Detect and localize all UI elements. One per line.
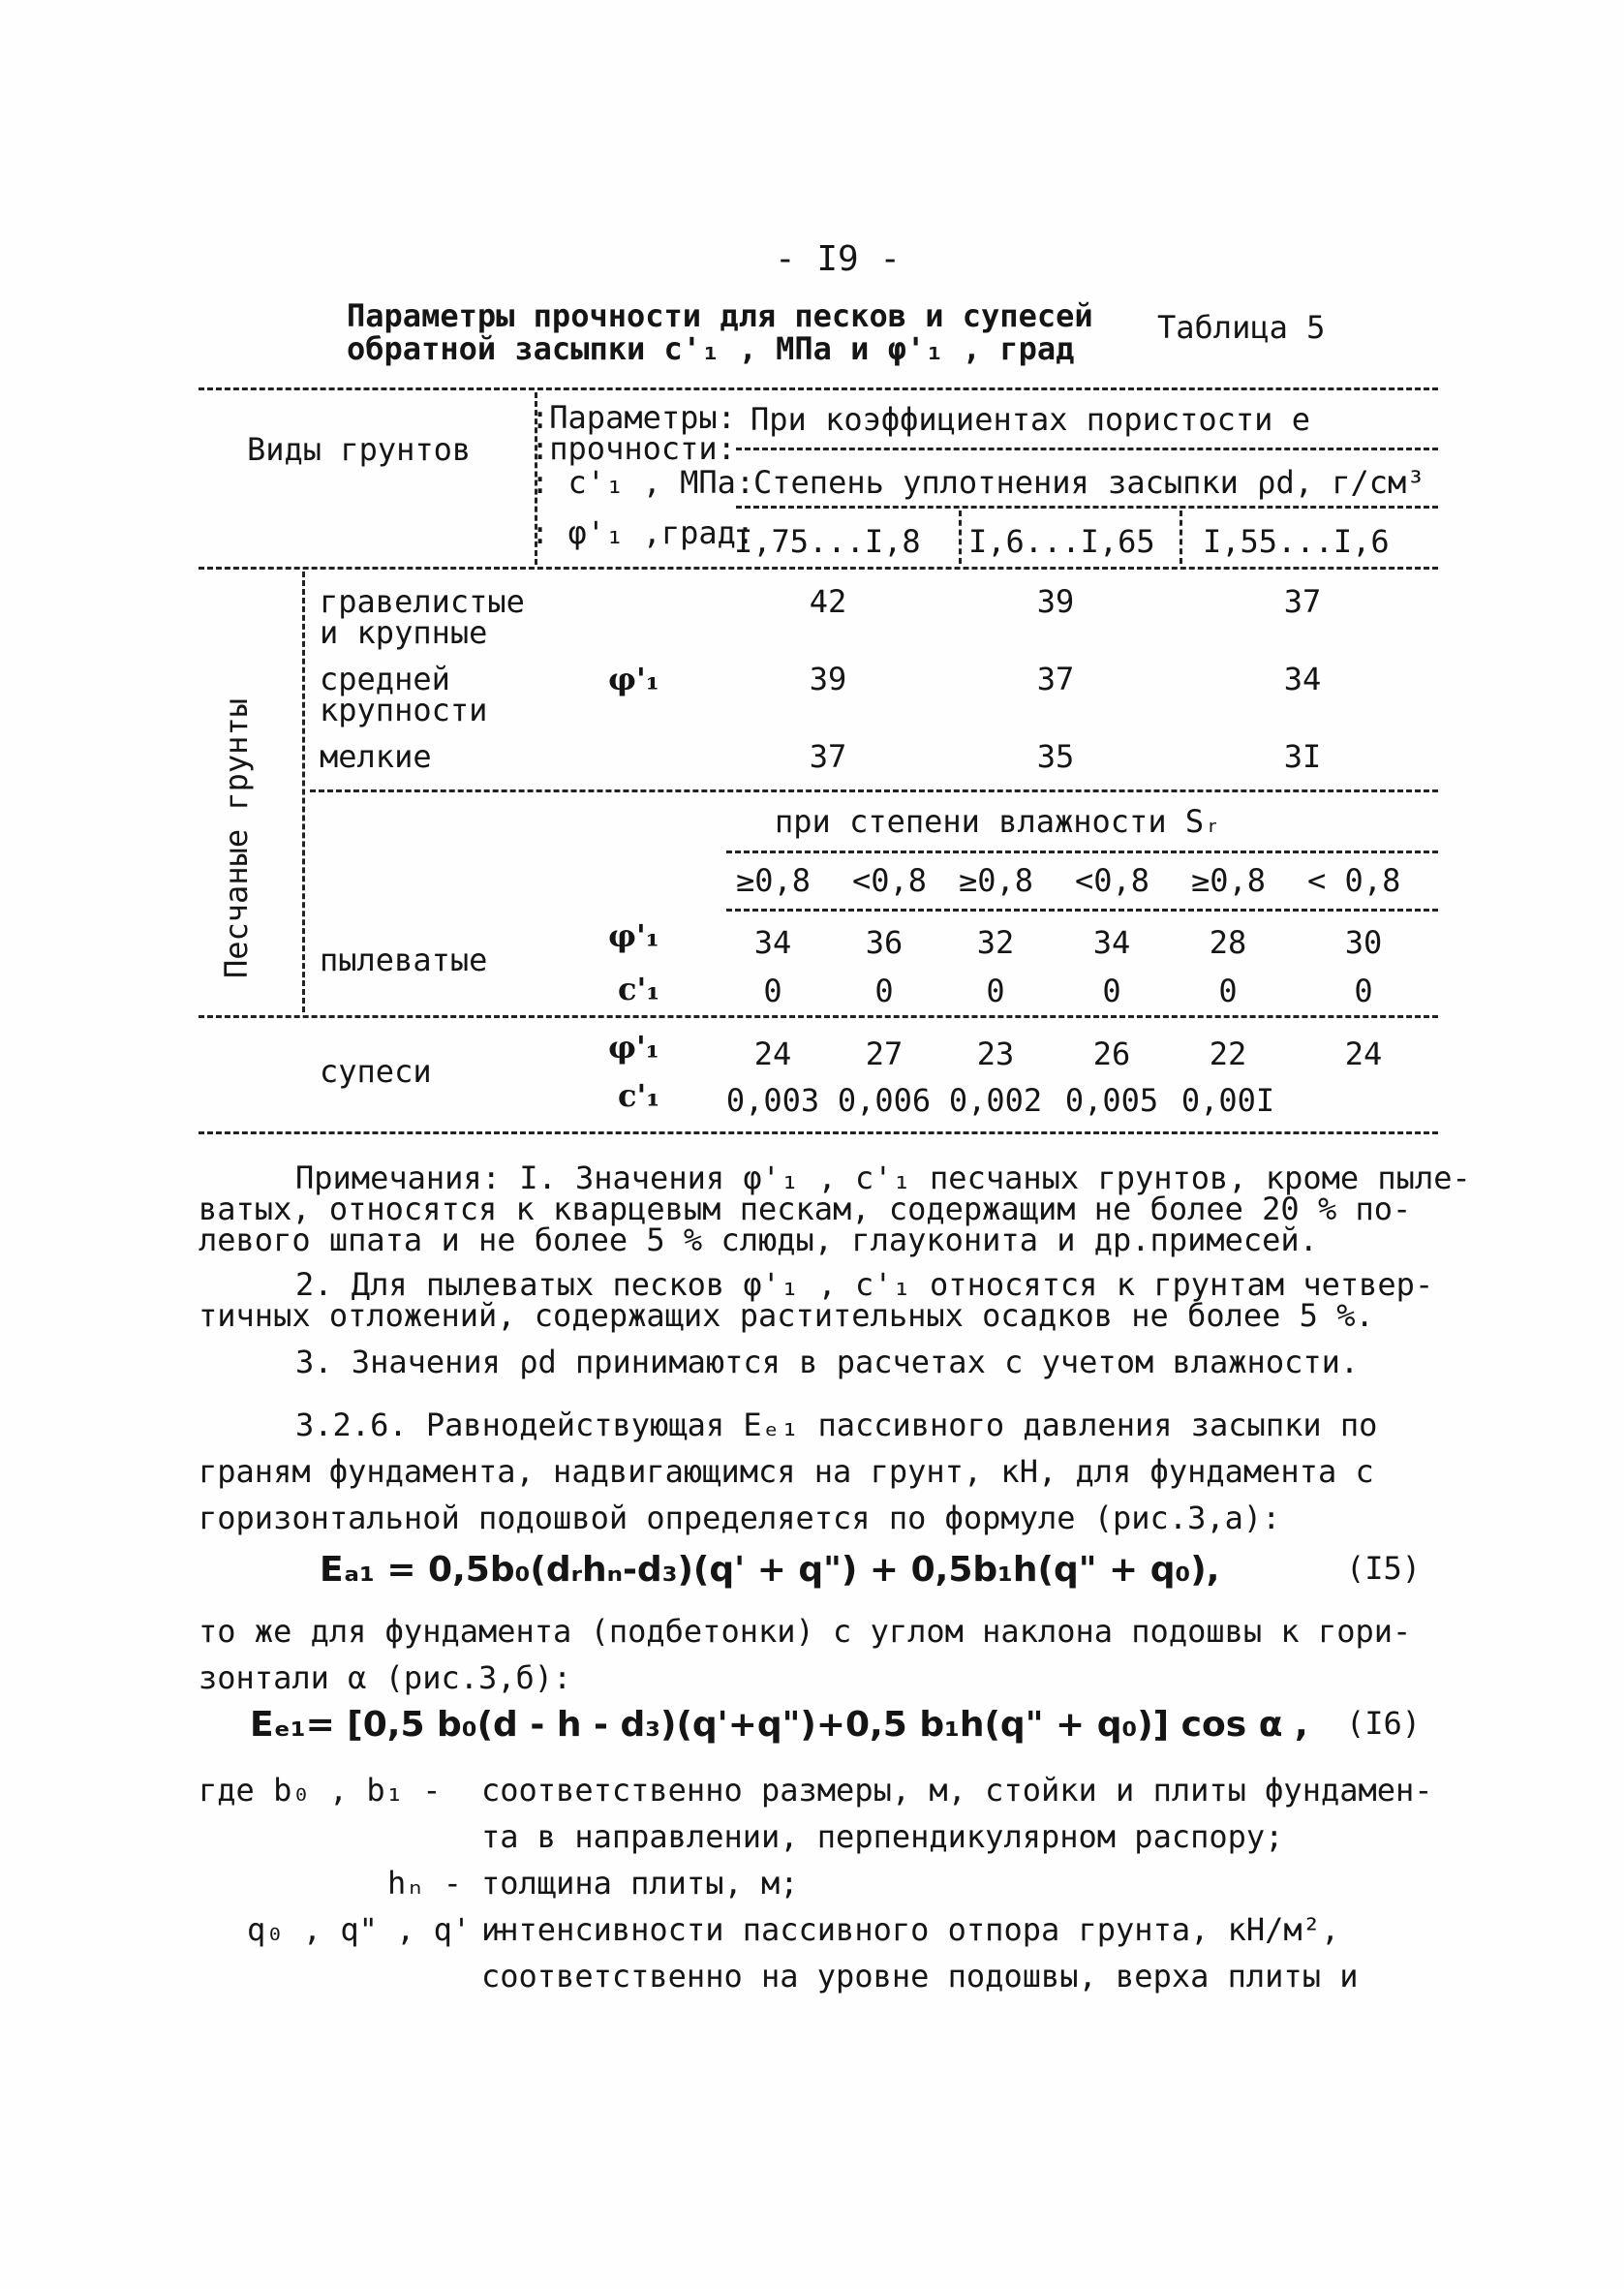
range-separator-2 bbox=[1180, 510, 1182, 564]
range-header-3: I,55...I,6 bbox=[1203, 523, 1390, 560]
where-2-symbols: hₙ - bbox=[387, 1865, 463, 1902]
porosity-header: При коэффициентах пористости e bbox=[751, 401, 1310, 438]
param-header-line3: : c'₁ , МПа: bbox=[531, 464, 755, 501]
cell-fine-3: 3I bbox=[1283, 738, 1322, 775]
silty-c-5: 0 bbox=[1218, 973, 1238, 1009]
formula-16-number: (I6) bbox=[1346, 1705, 1422, 1742]
loam-c-5: 0,00I bbox=[1180, 1082, 1275, 1119]
paragraph-1-line1: 3.2.6. Равнодействующая Eₑ₁ пассивного давления засыпки по bbox=[295, 1407, 1378, 1443]
where-3-line2: соответственно на уровне подошвы, верха плиты и bbox=[481, 1958, 1359, 1995]
where-1-symbols: где b₀ , b₁ - bbox=[199, 1772, 442, 1809]
row-label-gravelly-l2: и крупные bbox=[320, 614, 488, 651]
where-1-line2: та в направлении, перпендикулярном распору; bbox=[481, 1818, 1284, 1855]
note-1-line2: ватых, относятся к кварцевым пескам, содержащим не более 20 % по- bbox=[199, 1191, 1412, 1227]
header-rule-2 bbox=[736, 506, 1438, 509]
moisture-top-rule bbox=[310, 789, 1438, 792]
loam-phi-5: 22 bbox=[1209, 1036, 1247, 1072]
moisture-col-6: < 0,8 bbox=[1307, 862, 1401, 899]
table-label: Таблица 5 bbox=[1157, 309, 1326, 346]
paragraph-1-line2: граням фундамента, надвигающимся на грунт, кН, для фундамента с bbox=[199, 1453, 1374, 1490]
row-label-medium-l1: средней bbox=[320, 661, 450, 697]
group-label-sandy-soils: Песчаные грунты bbox=[218, 698, 255, 978]
loam-c-3: 0,002 bbox=[948, 1082, 1043, 1119]
header-bottom-rule bbox=[199, 567, 1438, 570]
moisture-rule-1 bbox=[726, 851, 1438, 853]
moisture-col-4: <0,8 bbox=[1075, 862, 1150, 899]
param-header-line4: : φ'₁ ,град: bbox=[531, 514, 755, 551]
silty-phi-2: 36 bbox=[865, 924, 904, 961]
row-label-silty: пылеватые bbox=[320, 942, 488, 978]
cell-fine-1: 37 bbox=[809, 738, 847, 775]
note-2-line1: 2. Для пылеватых песков φ'₁ , c'₁ относятся к грунтам четвер- bbox=[295, 1266, 1434, 1303]
paragraph-2-line1: то же для фундамента (подбетонки) с углом наклона подошвы к гори- bbox=[199, 1613, 1412, 1650]
silty-c-4: 0 bbox=[1102, 973, 1121, 1009]
c-symbol-silty: c'₁ bbox=[618, 971, 660, 1007]
loam-c-2: 0,006 bbox=[837, 1082, 932, 1119]
cell-gravelly-3: 37 bbox=[1283, 583, 1322, 620]
where-3-symbols: q₀ , q" , q' - bbox=[247, 1911, 508, 1948]
formula-15: Eₐ₁ = 0,5b₀(dᵣhₙ-d₃)(q' + q") + 0,5b₁h(q" + q₀), bbox=[320, 1550, 1220, 1590]
row-label-medium-l2: крупности bbox=[320, 692, 488, 728]
cell-medium-2: 37 bbox=[1036, 661, 1075, 697]
paragraph-1-line3: горизонтальной подошвой определяется по формуле (рис.3,а): bbox=[199, 1500, 1281, 1536]
table-bottom-rule bbox=[199, 1131, 1438, 1134]
silty-bottom-rule bbox=[199, 1015, 1438, 1018]
row-label-sandy-loam: супеси bbox=[320, 1053, 432, 1090]
silty-c-1: 0 bbox=[763, 973, 782, 1009]
page-number: - I9 - bbox=[775, 239, 902, 279]
loam-phi-4: 26 bbox=[1092, 1036, 1131, 1072]
c-symbol-sandy-loam: c'₁ bbox=[618, 1077, 660, 1114]
param-header-line2: :прочности: bbox=[531, 430, 736, 467]
silty-c-6: 0 bbox=[1354, 973, 1373, 1009]
density-header: Степень уплотнения засыпки ρd, г/см³ bbox=[753, 464, 1425, 501]
formula-16: Eₑ₁= [0,5 b₀(d - h - d₃)(q'+q")+0,5 b₁h(q" + q₀)] cos α , bbox=[250, 1705, 1308, 1745]
loam-c-1: 0,003 bbox=[725, 1082, 820, 1119]
silty-phi-3: 32 bbox=[976, 924, 1015, 961]
table-title-line1: Параметры прочности для песков и супесей bbox=[347, 297, 1093, 334]
loam-phi-6: 24 bbox=[1344, 1036, 1383, 1072]
loam-phi-2: 27 bbox=[865, 1036, 904, 1072]
formula-15-number: (I5) bbox=[1346, 1550, 1422, 1587]
col-header-soil-types: Виды грунтов bbox=[247, 431, 472, 468]
range-header-1: I,75...I,8 bbox=[734, 523, 921, 560]
loam-phi-1: 24 bbox=[753, 1036, 792, 1072]
moisture-col-3: ≥0,8 bbox=[959, 862, 1034, 899]
phi-symbol-silty: φ'₁ bbox=[608, 917, 659, 954]
moisture-col-5: ≥0,8 bbox=[1191, 862, 1267, 899]
silty-phi-1: 34 bbox=[753, 924, 792, 961]
where-1-line1: соответственно размеры, м, стойки и плиты фундамен- bbox=[481, 1772, 1433, 1809]
silty-phi-5: 28 bbox=[1209, 924, 1247, 961]
moisture-col-2: <0,8 bbox=[852, 862, 928, 899]
cell-gravelly-1: 42 bbox=[809, 583, 847, 620]
range-header-2: I,6...I,65 bbox=[968, 523, 1155, 560]
group-separator bbox=[302, 572, 305, 1012]
silty-c-3: 0 bbox=[986, 973, 1005, 1009]
moisture-col-1: ≥0,8 bbox=[736, 862, 812, 899]
note-3: 3. Значения ρd принимаются в расчетах с учетом влажности. bbox=[295, 1344, 1360, 1380]
range-separator-1 bbox=[959, 510, 962, 564]
silty-c-2: 0 bbox=[874, 973, 894, 1009]
loam-c-4: 0,005 bbox=[1064, 1082, 1159, 1119]
cell-medium-3: 34 bbox=[1283, 661, 1322, 697]
where-2-line1: толщина плиты, м; bbox=[481, 1865, 799, 1902]
where-3-line1: интенсивности пассивного отпора грунта, кН/м², bbox=[481, 1911, 1340, 1948]
row-label-gravelly-l1: гравелистые bbox=[320, 583, 525, 620]
moisture-header: при степени влажности Sᵣ bbox=[775, 803, 1223, 840]
table-title-line2: обратной засыпки c'₁ , МПа и φ'₁ , град bbox=[347, 330, 1075, 367]
cell-gravelly-2: 39 bbox=[1036, 583, 1075, 620]
note-2-line2: тичных отложений, содержащих растительных осадков не более 5 %. bbox=[199, 1297, 1374, 1334]
param-header-line1: :Параметры: bbox=[531, 399, 736, 436]
silty-phi-6: 30 bbox=[1344, 924, 1383, 961]
note-1-line3: левого шпата и не более 5 % слюды, глауконита и др.примесей. bbox=[199, 1222, 1318, 1258]
moisture-rule-2 bbox=[726, 909, 1438, 912]
header-rule-1 bbox=[736, 448, 1438, 450]
phi-symbol-sandy-loam: φ'₁ bbox=[608, 1029, 659, 1066]
paragraph-2-line2: зонтали α (рис.3,б): bbox=[199, 1659, 572, 1696]
silty-phi-4: 34 bbox=[1092, 924, 1131, 961]
loam-phi-3: 23 bbox=[976, 1036, 1015, 1072]
phi-symbol-sand: φ'₁ bbox=[608, 661, 659, 697]
row-label-fine: мелкие bbox=[320, 738, 432, 775]
cell-fine-2: 35 bbox=[1036, 738, 1075, 775]
note-1-line1: Примечания: I. Значения φ'₁ , c'₁ песчаных грунтов, кроме пыле- bbox=[295, 1160, 1471, 1196]
table-top-rule bbox=[199, 387, 1438, 390]
cell-medium-1: 39 bbox=[809, 661, 847, 697]
